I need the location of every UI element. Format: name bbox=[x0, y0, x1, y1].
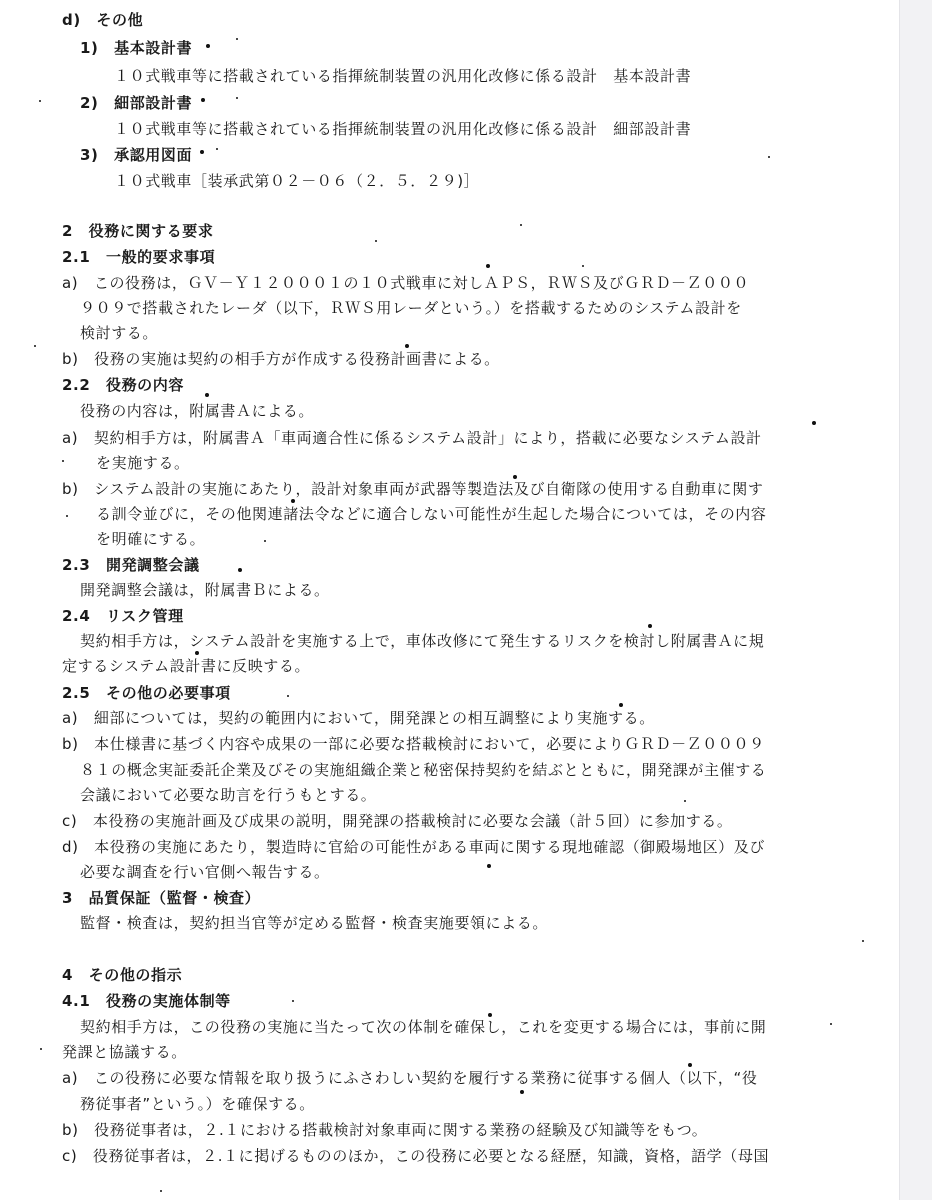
section-2-2-a-line2: を実施する。 bbox=[96, 454, 190, 472]
scan-speckle bbox=[619, 703, 623, 707]
scan-speckle bbox=[520, 1090, 524, 1094]
scan-speckle bbox=[862, 940, 864, 942]
section-3-text: 監督・検査は，契約担当官等が定める監督・検査実施要領による。 bbox=[80, 914, 549, 932]
section-2-2-a-line1: a) 契約相手方は，附属書Ａ「車両適合性に係るシステム設計」により，搭載に必要なシステム設計 bbox=[62, 429, 762, 447]
scan-speckle bbox=[195, 651, 199, 655]
section-2-2-heading: 2.2 役務の内容 bbox=[62, 376, 184, 394]
scan-speckle bbox=[238, 568, 242, 572]
section-2-1-b: b) 役務の実施は契約の相手方が作成する役務計画書による。 bbox=[62, 350, 500, 368]
section-2-heading: 2 役務に関する要求 bbox=[62, 222, 214, 240]
scan-speckle bbox=[205, 393, 209, 397]
item-3-text: １０式戦車［装承武第０２－０６（２．５．２９)］ bbox=[114, 172, 480, 190]
scan-speckle bbox=[830, 1023, 832, 1025]
scan-speckle bbox=[648, 624, 652, 628]
scan-speckle bbox=[236, 97, 238, 99]
section-2-1-a-line3: 検討する。 bbox=[80, 324, 159, 342]
scan-speckle bbox=[200, 150, 204, 154]
scan-speckle bbox=[520, 224, 522, 226]
section-3-heading: 3 品質保証（監督・検査） bbox=[62, 889, 261, 907]
item-2-heading: 2) 細部設計書 bbox=[80, 94, 193, 112]
scan-speckle bbox=[768, 156, 770, 158]
scan-speckle bbox=[582, 265, 584, 267]
section-4-1-b: b) 役務従事者は，２.１における搭載検討対象車両に関する業務の経験及び知識等をもつ。 bbox=[62, 1121, 708, 1139]
scan-speckle bbox=[812, 421, 816, 425]
scan-speckle bbox=[62, 460, 64, 462]
scan-speckle bbox=[216, 148, 218, 150]
section-2-5-d-line2: 必要な調査を行い官側へ報告する。 bbox=[80, 863, 330, 881]
section-4-heading: 4 その他の指示 bbox=[62, 966, 183, 984]
scan-speckle bbox=[66, 515, 68, 517]
scan-speckle bbox=[40, 1048, 42, 1050]
section-2-1-heading: 2.1 一般的要求事項 bbox=[62, 248, 216, 266]
section-2-2-intro: 役務の内容は，附属書Ａによる。 bbox=[80, 402, 315, 420]
section-2-5-b-line1: b) 本仕様書に基づく内容や成果の一部に必要な搭載検討において，必要によりＧＲＤ－Ｚ０００９ bbox=[62, 735, 765, 753]
scan-speckle bbox=[688, 1063, 692, 1067]
section-4-1-heading: 4.1 役務の実施体制等 bbox=[62, 992, 231, 1010]
scan-speckle bbox=[206, 44, 210, 48]
scan-speckle bbox=[201, 98, 205, 102]
section-2-5-d-line1: d) 本役務の実施にあたり，製造時に官給の可能性がある車両に関する現地確認（御殿場地区）及び bbox=[62, 838, 765, 856]
section-2-4-line2: 定するシステム設計書に反映する。 bbox=[62, 657, 311, 675]
section-2-5-c: c) 本役務の実施計画及び成果の説明，開発課の搭載検討に必要な会議（計５回）に参加する。 bbox=[62, 812, 733, 830]
section-d-heading: d) その他 bbox=[62, 11, 144, 29]
section-2-3-text: 開発調整会議は，附属書Ｂによる。 bbox=[80, 581, 330, 599]
scan-speckle bbox=[488, 1013, 492, 1017]
scan-speckle bbox=[236, 38, 238, 40]
section-2-4-line1: 契約相手方は，システム設計を実施する上で，車体改修にて発生するリスクを検討し附属書Ａに規 bbox=[80, 632, 765, 650]
item-1-text: １０式戦車等に搭載されている指揮統制装置の汎用化改修に係る設計 基本設計書 bbox=[114, 67, 692, 85]
section-2-1-a-line2: ９０９で搭載されたレーダ（以下，ＲＷＳ用レーダという。）を搭載するためのシステム設計を bbox=[80, 299, 742, 317]
scan-speckle bbox=[405, 344, 409, 348]
section-4-1-c: c) 役務従事者は，２.１に掲げるもののほか，この役務に必要となる経歴，知識，資格，語学（母国 bbox=[62, 1147, 770, 1165]
scan-speckle bbox=[513, 475, 517, 479]
section-2-3-heading: 2.3 開発調整会議 bbox=[62, 556, 200, 574]
section-2-5-b-line2: ８１の概念実証委託企業及びその実施組織企業と秘密保持契約を結ぶとともに，開発課が主催する bbox=[80, 761, 767, 779]
section-2-5-b-line3: 会議において必要な助言を行うもとする。 bbox=[80, 786, 377, 804]
scan-speckle bbox=[34, 345, 36, 347]
scan-speckle bbox=[486, 264, 490, 268]
scan-speckle bbox=[287, 695, 289, 697]
scan-speckle bbox=[39, 100, 41, 102]
scan-speckle bbox=[375, 240, 377, 242]
item-3-heading: 3) 承認用図面 bbox=[80, 146, 193, 164]
item-1-heading: 1) 基本設計書 bbox=[80, 39, 193, 57]
scan-speckle bbox=[487, 864, 491, 868]
section-2-2-b-line3: を明確にする。 bbox=[96, 530, 206, 548]
scan-speckle bbox=[264, 540, 266, 542]
section-2-5-a: a) 細部については，契約の範囲内において，開発課との相互調整により実施する。 bbox=[62, 709, 655, 727]
section-2-4-heading: 2.4 リスク管理 bbox=[62, 607, 184, 625]
section-4-1-a-line2: 務従事者”という。）を確保する。 bbox=[80, 1095, 315, 1113]
scan-speckle bbox=[292, 1000, 294, 1002]
section-2-1-a-line1: a) この役務は，ＧＶ－Ｙ１２０００１の１０式戦車に対しＡＰＳ，ＲＷＳ及びＧＲＤ－Ｚ０００ bbox=[62, 274, 750, 292]
item-2-text: １０式戦車等に搭載されている指揮統制装置の汎用化改修に係る設計 細部設計書 bbox=[114, 120, 692, 138]
section-4-1-a-line1: a) この役務に必要な情報を取り扱うにふさわしい契約を履行する業務に従事する個人（以下，“役 bbox=[62, 1069, 758, 1087]
scan-speckle bbox=[684, 800, 686, 802]
section-2-5-heading: 2.5 その他の必要事項 bbox=[62, 684, 231, 702]
section-2-2-b-line2: る訓令並びに，その他関連諸法令などに適合しない可能性が生起した場合については，その内容 bbox=[96, 505, 767, 523]
section-4-1-line1: 契約相手方は，この役務の実施に当たって次の体制を確保し，これを変更する場合には，事前に開 bbox=[80, 1018, 767, 1036]
section-4-1-line2: 発課と協議する。 bbox=[62, 1043, 187, 1061]
section-2-2-b-line1: b) システム設計の実施にあたり，設計対象車両が武器等製造法及び自衛隊の使用する自動車に関す bbox=[62, 480, 764, 498]
viewer-side-panel bbox=[899, 0, 932, 1200]
scan-speckle bbox=[291, 499, 295, 503]
scan-speckle bbox=[160, 1190, 162, 1192]
